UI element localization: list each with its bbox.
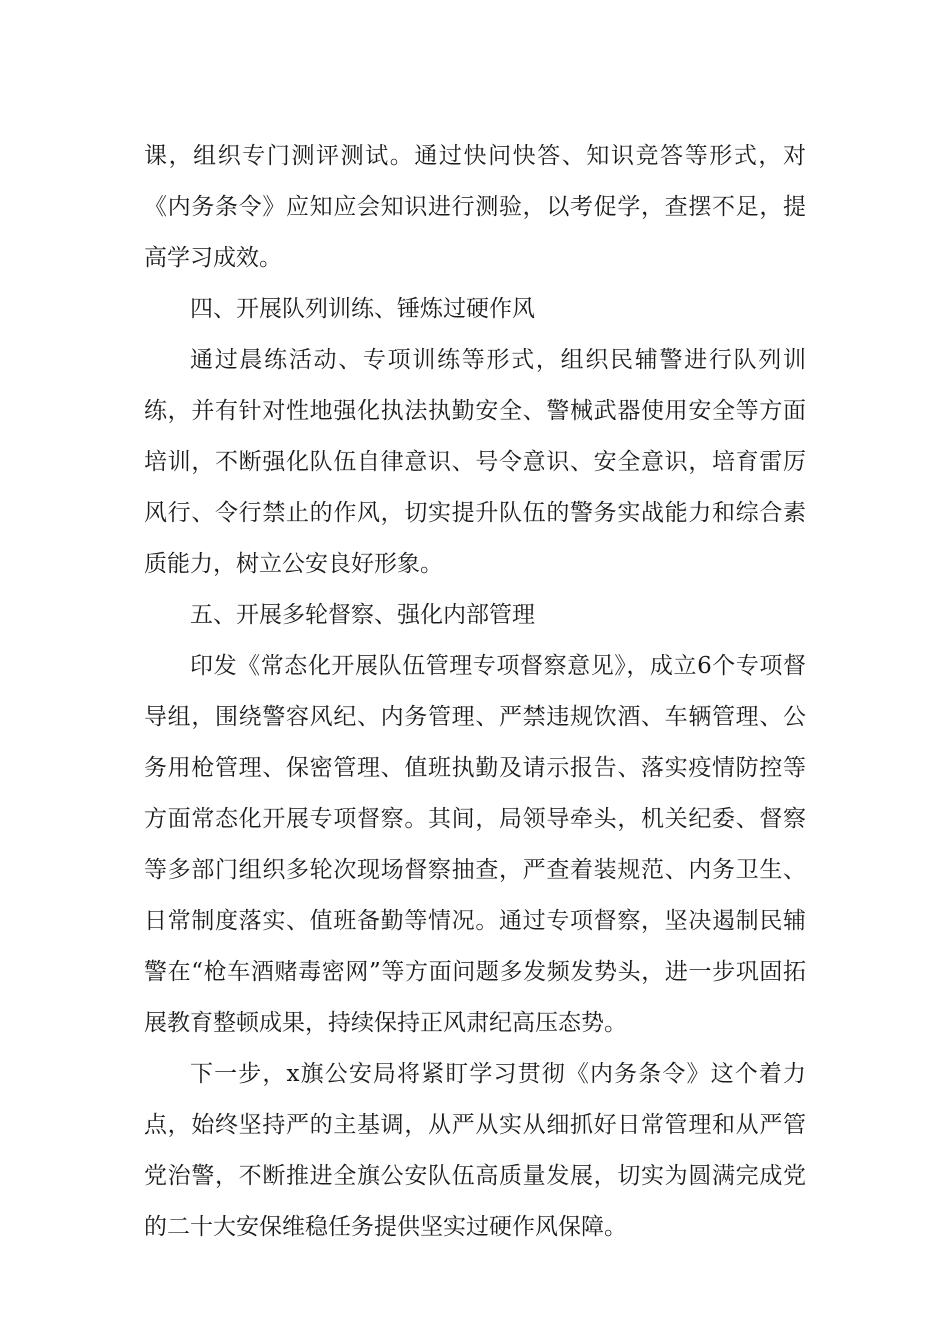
paragraph-next-steps: 下一步，x旗公安局将紧盯学习贯彻《内务条令》这个着力点，始终坚持严的主基调，从严从实从细抓好日常管理和从严管党治警，不断推进全旗公安队伍高质量发展，切实为圆满完成党的二十大安保维稳任务提供坚实过硬作风保障。 <box>144 1061 806 1240</box>
document-body <box>144 131 806 1253</box>
paragraph-drill-training: 通过晨练活动、专项训练等形式，组织民辅警进行队列训练，并有针对性地强化执法执勤安全、警械武器使用安全等方面培训，不断强化队伍自律意识、号令意识、安全意识，培育雷厉风行、令行禁止的作风，切实提升队伍的警务实战能力和综合素质能力，树立公安良好形象。 <box>144 347 806 577</box>
section-heading-5: 五、开展多轮督察、强化内部管理 <box>190 602 535 628</box>
paragraph-inspection: 印发《常态化开展队伍管理专项督察意见》，成立6个专项督导组，围绕警容风纪、内务管理、严禁违规饮酒、车辆管理、公务用枪管理、保密管理、值班执勤及请示报告、落实疫情防控等方面常态化开展专项督察。其间，局领导牵头，机关纪委、督察等多部门组织多轮次现场督察抽查，严查着装规范、内务卫生、日常制度落实、值班备勤等情况。通过专项督察，坚决遏制民辅警在“枪车酒赌毒密网”等方面问题多发频发势头，进一步巩固拓展教育整顿成果，持续保持正风肃纪高压态势。 <box>144 653 806 1036</box>
paragraph-continuation: 课，组织专门测评测试。通过快问快答、知识竞答等形式，对《内务条令》应知应会知识进行测验，以考促学，查摆不足，提高学习成效。 <box>144 143 806 271</box>
section-heading-4: 四、开展队列训练、锤炼过硬作风 <box>190 296 535 322</box>
